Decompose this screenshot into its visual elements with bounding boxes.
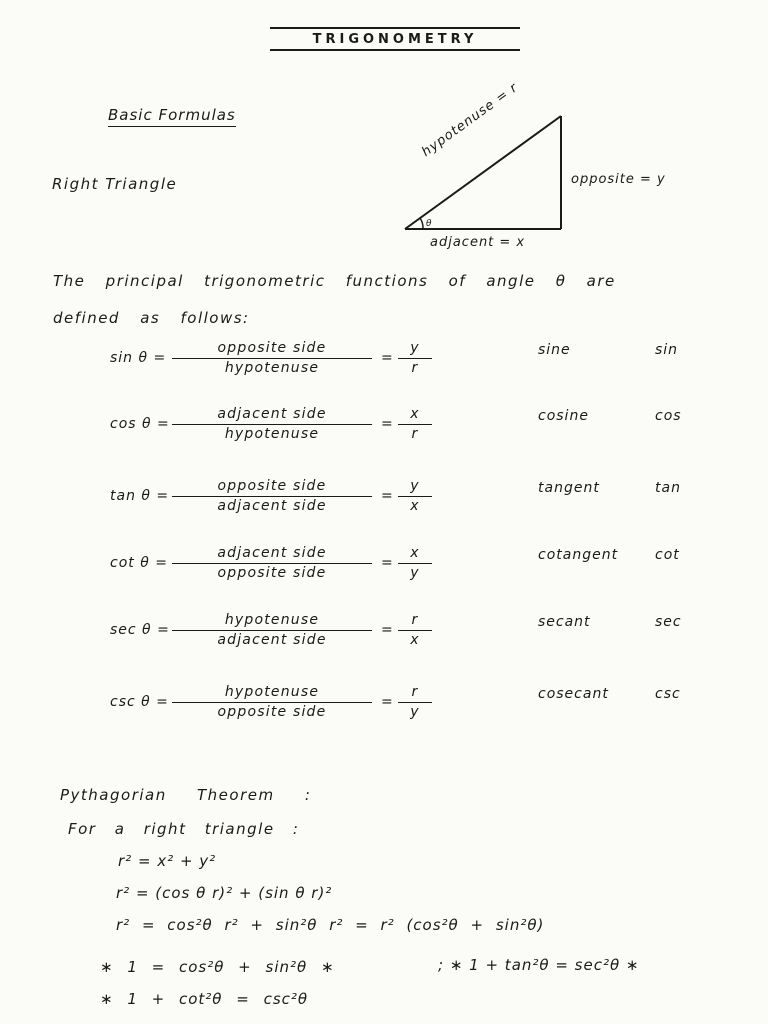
fraction-bar [398, 424, 432, 425]
equals-sign: = [381, 694, 393, 710]
function-lhs: sin θ = [110, 350, 167, 366]
fraction-words [172, 478, 372, 515]
fraction-bar [172, 358, 372, 359]
function-abbreviation: tan [655, 480, 681, 496]
function-name: cosecant [538, 686, 609, 702]
fraction-bar [398, 702, 432, 703]
fraction-bar [398, 358, 432, 359]
function-abbreviation: sin [655, 342, 679, 358]
function-abbreviation: cos [655, 408, 682, 424]
function-name: secant [538, 614, 591, 630]
function-lhs: sec θ = [110, 622, 170, 638]
function-name: sine [538, 342, 571, 358]
fraction-bar [172, 630, 372, 631]
fraction-numerator-var: x [410, 406, 420, 422]
fraction-denominator-var: r [411, 360, 419, 376]
fraction-numerator: hypotenuse [224, 612, 320, 628]
right-triangle-diagram [395, 110, 575, 235]
equation-3: r² = cos²θ r² + sin²θ r² = r² (cos²θ + sin²θ) [116, 916, 545, 934]
equals-sign: = [381, 622, 393, 638]
fraction-numerator: opposite side [217, 478, 327, 494]
fraction-bar [172, 702, 372, 703]
equals-sign: = [381, 416, 393, 432]
fraction-denominator-var: x [410, 632, 420, 648]
pythagorean-subtitle: For a right triangle : [68, 820, 300, 838]
fraction-variables [398, 612, 432, 649]
fraction-variables [398, 545, 432, 582]
function-lhs: cot θ = [110, 555, 168, 571]
equation-4a: ∗ 1 = cos²θ + sin²θ ∗ [100, 958, 335, 976]
pythagorean-title: Pythagorian Theorem : [60, 786, 312, 804]
opposite-label: opposite = y [571, 172, 666, 187]
function-lhs: csc θ = [110, 694, 169, 710]
hypotenuse-side [405, 116, 561, 229]
fraction-variables [398, 478, 432, 515]
fraction-words [172, 612, 372, 649]
fraction-bar [398, 630, 432, 631]
fraction-words [172, 545, 372, 582]
equals-sign: = [381, 555, 393, 571]
fraction-numerator: adjacent side [217, 545, 327, 561]
fraction-denominator-var: y [410, 704, 420, 720]
fraction-numerator-var: x [410, 545, 420, 561]
function-lhs: cos θ = [110, 416, 170, 432]
fraction-words [172, 340, 372, 377]
fraction-bar [172, 563, 372, 564]
function-name: cotangent [538, 547, 619, 563]
fraction-denominator: adjacent side [217, 498, 327, 514]
angle-arc [420, 218, 423, 229]
fraction-numerator: adjacent side [217, 406, 327, 422]
equation-4b: ; ∗ 1 + tan²θ = sec²θ ∗ [438, 956, 640, 974]
function-name: tangent [538, 480, 600, 496]
equals-sign: = [381, 350, 393, 366]
fraction-variables [398, 340, 432, 377]
fraction-words [172, 406, 372, 443]
equation-2: r² = (cos θ r)² + (sin θ r)² [116, 884, 333, 902]
function-lhs: tan θ = [110, 488, 170, 504]
fraction-bar [172, 424, 372, 425]
intro-line-2: defined as follows: [53, 309, 250, 327]
fraction-numerator: opposite side [217, 340, 327, 356]
angle-theta: θ [426, 219, 432, 229]
fraction-denominator: opposite side [217, 565, 327, 581]
equation-1: r² = x² + y² [118, 852, 217, 870]
fraction-numerator-var: y [410, 340, 420, 356]
fraction-bar [398, 563, 432, 564]
equation-5: ∗ 1 + cot²θ = csc²θ [100, 990, 309, 1008]
fraction-numerator-var: r [411, 612, 419, 628]
fraction-numerator: hypotenuse [224, 684, 320, 700]
fraction-variables [398, 406, 432, 443]
intro-line-1: The principal trigonometric functions of angle θ are [53, 272, 616, 290]
function-name: cosine [538, 408, 589, 424]
page-title: TRIGONOMETRY [270, 27, 520, 51]
fraction-variables [398, 684, 432, 721]
fraction-bar [172, 496, 372, 497]
function-abbreviation: csc [655, 686, 681, 702]
fraction-denominator: hypotenuse [224, 360, 320, 376]
fraction-numerator-var: r [411, 684, 419, 700]
fraction-words [172, 684, 372, 721]
fraction-denominator-var: r [411, 426, 419, 442]
section-heading: Basic Formulas [108, 106, 236, 127]
fraction-numerator-var: y [410, 478, 420, 494]
function-abbreviation: cot [655, 547, 680, 563]
fraction-denominator: hypotenuse [224, 426, 320, 442]
fraction-denominator: adjacent side [217, 632, 327, 648]
equals-sign: = [381, 488, 393, 504]
function-abbreviation: sec [655, 614, 682, 630]
fraction-denominator: opposite side [217, 704, 327, 720]
right-triangle-label: Right Triangle [52, 175, 178, 193]
hypotenuse-label: hypotenuse = r [419, 80, 522, 160]
adjacent-label: adjacent = x [430, 235, 526, 250]
fraction-bar [398, 496, 432, 497]
fraction-denominator-var: x [410, 498, 420, 514]
fraction-denominator-var: y [410, 565, 420, 581]
